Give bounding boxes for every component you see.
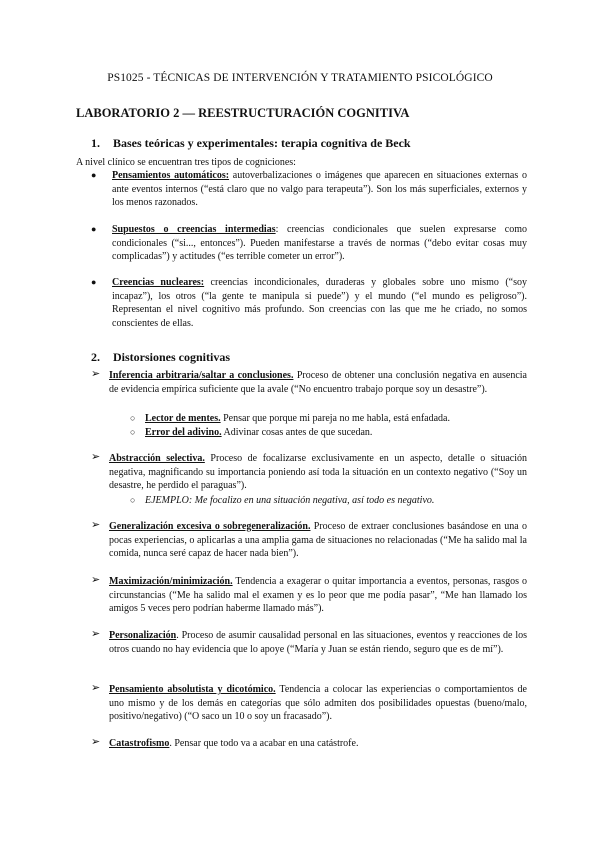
definition: Tendencia a colocar las experiencias o comportamientos de uno mismo y de los demás en categorías que sólo admiten dos posibilidades opuestas (bueno/malo, positivo/negativo) (“O saco un 10 o soy un fracasado”). — [109, 684, 527, 722]
definition: autoverbalizaciones o imágenes que aparecen en situaciones externas o ante eventos internos (“está claro que no valgo para terapeuta”). Son los más superficiales, externos y los menos razonados. — [112, 170, 527, 208]
arrow-bullet-icon: ➢ — [91, 628, 101, 640]
section-1-intro: A nivel clínico se encuentran tres tipos de cogniciones: — [76, 157, 296, 168]
list-item — [91, 520, 527, 561]
section-1-title: Bases teóricas y experimentales: terapia cognitiva de Beck — [113, 136, 411, 150]
arrow-bullet-icon: ➢ — [91, 519, 101, 531]
definition: Proceso de extraer conclusiones basándose en una o pocas experiencias, o aplicarlas a una amplia gama de situaciones no relacionadas (“Me ha salido mal la comida, nunca seré capaz de hacer nada bien”). — [109, 521, 528, 559]
section-1-number: 1. — [91, 136, 100, 150]
arrow-bullet-icon: ➢ — [91, 368, 101, 380]
bullet-icon: ● — [91, 170, 97, 180]
term: Generalización excesiva o sobregeneralización. — [109, 521, 311, 532]
term: Creencias nucleares: — [112, 277, 205, 288]
term: Personalización — [109, 630, 177, 641]
list-item — [91, 223, 527, 264]
definition: creencias incondicionales, duraderas y globales sobre uno mismo (“soy incapaz”), los otros (“la gente te manipula si puede”) y el mundo (“el mundo es peligroso”). Representan el nivel cognitivo más profundo. Son creencias con las que me he criado, no somos conscientes de ellas. — [112, 277, 527, 329]
definition: Proceso de focalizarse exclusivamente en un aspecto, detalle o situación negativa, magnificando su importancia poniendo así toda la situación en un contexto negativo (“Soy un desastre, he perdido el paraguas”). — [109, 453, 527, 491]
list-item — [91, 737, 527, 751]
section-1-heading — [91, 136, 411, 151]
sub-list-item — [130, 426, 527, 440]
course-header: PS1025 - TÉCNICAS DE INTERVENCIÓN Y TRATAMIENTO PSICOLÓGICO — [107, 72, 493, 84]
list-item — [91, 683, 527, 724]
arrow-bullet-icon: ➢ — [91, 736, 101, 748]
list-item — [91, 276, 527, 330]
list-item — [91, 452, 527, 493]
definition: . Proceso de asumir causalidad personal en las situaciones, eventos y reacciones de los otros cuando no hay evidencia que lo apoye (“María y Juan se están riendo, seguro que es de mí”). — [109, 630, 527, 655]
definition: Proceso de obtener una conclusión negativa en ausencia de evidencia empírica suficiente que la avale (“No encuentro trabajo porque soy un desastre”). — [109, 370, 527, 395]
arrow-bullet-icon: ➢ — [91, 574, 101, 586]
lab-title: LABORATORIO 2 — REESTRUCTURACIÓN COGNITIVA — [76, 106, 410, 120]
term: Lector de mentes. — [145, 413, 221, 424]
definition: Pensar que porque mi pareja no me habla, está enfadada. — [220, 413, 450, 424]
term: Inferencia arbitraria/saltar a conclusiones. — [109, 370, 294, 381]
arrow-bullet-icon: ➢ — [91, 682, 101, 694]
term: Catastrofismo — [109, 738, 170, 749]
term: Supuestos o creencias intermedias — [112, 224, 276, 235]
arrow-bullet-icon: ➢ — [91, 451, 101, 463]
definition: Tendencia a exagerar o quitar importancia a eventos, personas, rasgos o circunstancias (“Me ha salido mal el examen y es lo peor que me podía pasar”, “Me han llamado los amigos 5 veces pero podrían haberme llamado más”). — [109, 576, 527, 614]
circle-bullet-icon: ○ — [130, 495, 136, 505]
definition: . Pensar que todo va a acabar en una catástrofe. — [169, 738, 359, 749]
section-2-heading — [91, 350, 230, 365]
sub-list-item — [130, 412, 527, 426]
example-text: EJEMPLO: Me focalizo en una situación negativa, así todo es negativo. — [145, 495, 435, 506]
definition: : creencias condicionales que suelen expresarse como condicionales (“si..., entonces”). Pueden manifestarse a través de normas (“debo evitar cosas muy complicadas”) y actitudes (“es terrible cometer un error”). — [112, 224, 527, 262]
term: Pensamiento absolutista y dicotómico. — [109, 684, 276, 695]
circle-bullet-icon: ○ — [130, 413, 136, 423]
bullet-icon: ● — [91, 277, 97, 287]
section-2-number: 2. — [91, 350, 100, 364]
term: Abstracción selectiva. — [109, 453, 205, 464]
definition: Adivinar cosas antes de que sucedan. — [221, 427, 373, 438]
sub-list-item — [130, 494, 527, 508]
bullet-icon: ● — [91, 224, 97, 234]
circle-bullet-icon: ○ — [130, 427, 136, 437]
term: Maximización/minimización. — [109, 576, 233, 587]
term: Pensamientos automáticos: — [112, 170, 230, 181]
list-item — [91, 575, 527, 616]
list-item — [91, 629, 527, 656]
term: Error del adivino. — [145, 427, 222, 438]
section-2-title: Distorsiones cognitivas — [113, 350, 230, 364]
list-item — [91, 369, 527, 396]
list-item — [91, 169, 527, 210]
